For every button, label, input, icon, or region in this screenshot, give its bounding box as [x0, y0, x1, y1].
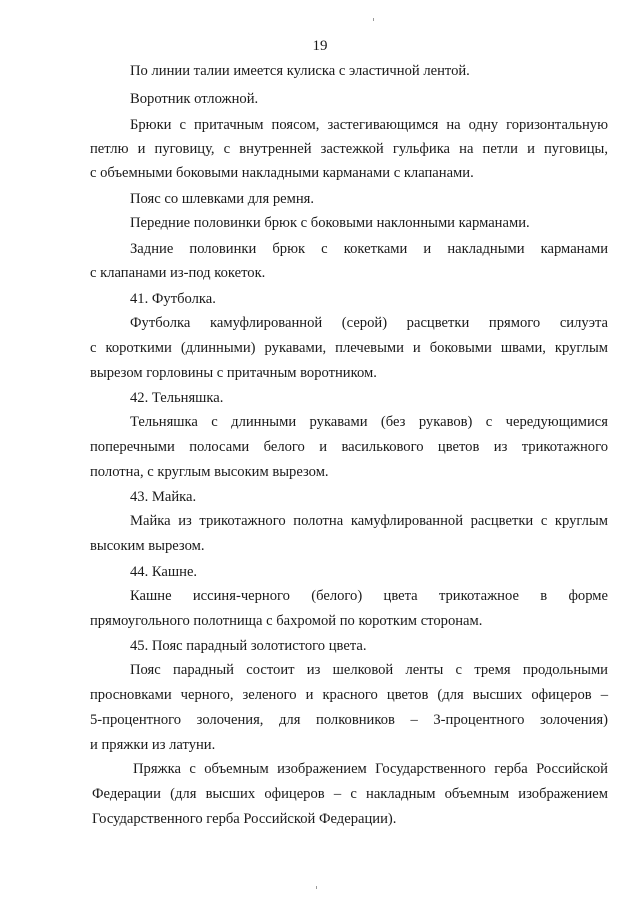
text-line: Брюки с притачным поясом, застегивающимся на одну горизонтальную: [130, 117, 608, 133]
text-line: Майка из трикотажного полотна камуфлированной расцветки с круглым: [130, 513, 608, 529]
page-number: 19: [312, 38, 328, 54]
scan-speck: [373, 18, 374, 21]
text-line: и пряжки из латуни.: [90, 737, 216, 753]
section-heading: 43. Майка.: [130, 489, 197, 505]
text-line: Федерации (для высших офицеров – с накладным объемным изображением: [92, 786, 608, 802]
text-line: с клапанами из-под кокеток.: [90, 265, 266, 281]
scan-speck: [316, 886, 317, 889]
text-line: Тельняшка с длинными рукавами (без рукавов) с чередующимися: [130, 414, 608, 430]
text-line: петлю и пуговицу, с внутренней застежкой гульфика на петли и пуговицы,: [90, 141, 608, 157]
text-line: Пряжка с объемным изображением Государственного герба Российской: [133, 761, 608, 777]
text-line: поперечными полосами белого и василькового цветов из трикотажного: [90, 439, 608, 455]
section-heading: 45. Пояс парадный золотистого цвета.: [130, 638, 367, 654]
text-line: с короткими (длинными) рукавами, плечевыми и боковыми швами, круглым: [90, 340, 608, 356]
text-line: вырезом горловины с притачным воротником.: [90, 365, 377, 381]
section-heading: 41. Футболка.: [130, 291, 216, 307]
text-line: Кашне иссиня-черного (белого) цвета трикотажное в форме: [130, 588, 608, 604]
text-line: Передние половинки брюк с боковыми наклонными карманами.: [130, 215, 530, 231]
text-line: высоким вырезом.: [90, 538, 205, 554]
text-line: с объемными боковыми накладными карманами с клапанами.: [90, 165, 474, 181]
text-line: Пояс со шлевками для ремня.: [130, 191, 314, 207]
text-line: Пояс парадный состоит из шелковой ленты с тремя продольными: [130, 662, 608, 678]
text-line: просновками черного, зеленого и красного цветов (для высших офицеров –: [90, 687, 608, 703]
text-line: полотна, с круглым высоким вырезом.: [90, 464, 329, 480]
text-line: По линии талии имеется кулиска с эластичной лентой.: [130, 63, 470, 79]
section-heading: 42. Тельняшка.: [130, 390, 224, 406]
text-line: Футболка камуфлированной (серой) расцветки прямого силуэта: [130, 315, 608, 331]
text-line: Задние половинки брюк с кокетками и накладными карманами: [130, 241, 608, 257]
text-line: Государственного герба Российской Федерации).: [92, 811, 397, 827]
text-line: 5-процентного золочения, для полковников – 3-процентного золочения): [90, 712, 608, 728]
section-heading: 44. Кашне.: [130, 564, 198, 580]
text-line: прямоугольного полотнища с бахромой по коротким сторонам.: [90, 613, 483, 629]
text-line: Воротник отложной.: [130, 91, 259, 107]
